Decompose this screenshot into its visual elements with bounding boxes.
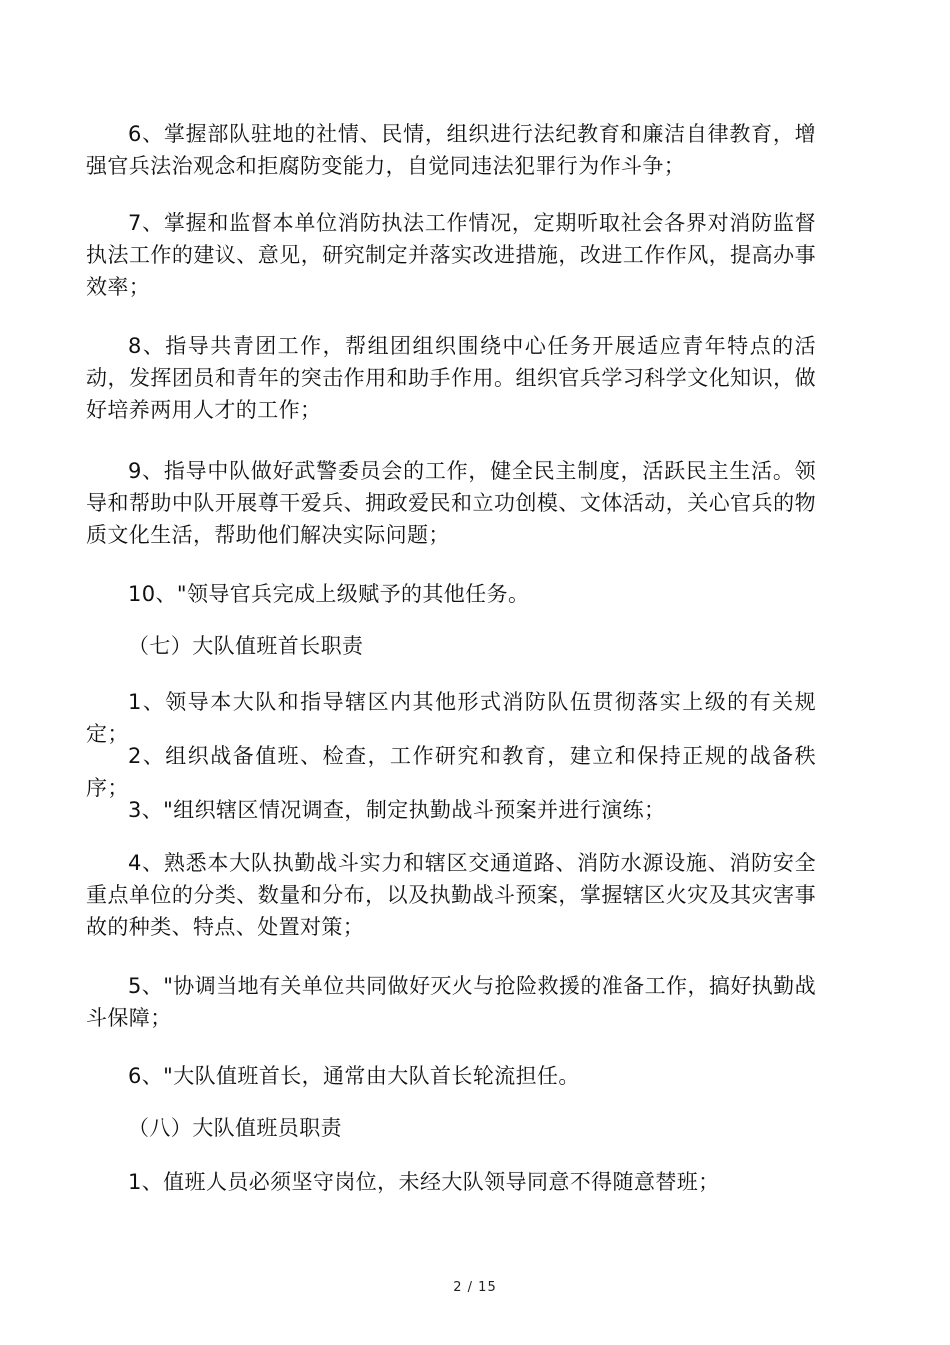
paragraph-item-8-youth-league: 8、指导共青团工作，帮组团组织围绕中心任务开展适应青年特点的活动，发挥团员和青年的突击作用和助手作用。组织官兵学习科学文化知识，做好培养两用人才的工作；	[86, 334, 816, 422]
paragraph-item-6-legal-education: 6、掌握部队驻地的社情、民情，组织进行法纪教育和廉洁自律教育，增强官兵法治观念和拒腐防变能力，自觉同违法犯罪行为作斗争；	[86, 122, 816, 178]
section-heading-7: （七）大队值班首长职责	[128, 634, 364, 658]
page-number: 2 / 15	[453, 1280, 497, 1295]
duty-item-3: 3、"组织辖区情况调查，制定执勤战斗预案并进行演练；	[128, 798, 666, 822]
duty-item-6: 6、"大队值班首长，通常由大队首长轮流担任。	[128, 1064, 580, 1088]
paragraph-item-7-law-enforcement: 7、掌握和监督本单位消防执法工作情况，定期听取社会各界对消防监督执法工作的建议、意见，研究制定并落实改进措施，改进工作作风，提高办事效率；	[86, 211, 816, 299]
duty-item-2: 2、组织战备值班、检查，工作研究和教育，建立和保持正规的战备秩序；	[86, 744, 816, 800]
section-heading-8: （八）大队值班员职责	[128, 1116, 342, 1140]
paragraph-item-9-squadron-committee: 9、指导中队做好武警委员会的工作，健全民主制度，活跃民主生活。领导和帮助中队开展尊干爱兵、拥政爱民和立功创模、文体活动，关心官兵的物质文化生活，帮助他们解决实际问题；	[86, 459, 816, 547]
paragraph-item-10-other-tasks: 10、"领导官兵完成上级赋予的其他任务。	[128, 582, 530, 606]
duty-item-4: 4、熟悉本大队执勤战斗实力和辖区交通道路、消防水源设施、消防安全重点单位的分类、数量和分布，以及执勤战斗预案，掌握辖区火灾及其灾害事故的种类、特点、处置对策；	[86, 851, 816, 939]
duty-item-5: 5、"协调当地有关单位共同做好灭火与抢险救援的准备工作，搞好执勤战斗保障；	[86, 974, 816, 1030]
duty-item-8-1: 1、值班人员必须坚守岗位，未经大队领导同意不得随意替班；	[128, 1170, 720, 1194]
duty-item-1: 1、领导本大队和指导辖区内其他形式消防队伍贯彻落实上级的有关规定；	[86, 690, 816, 746]
